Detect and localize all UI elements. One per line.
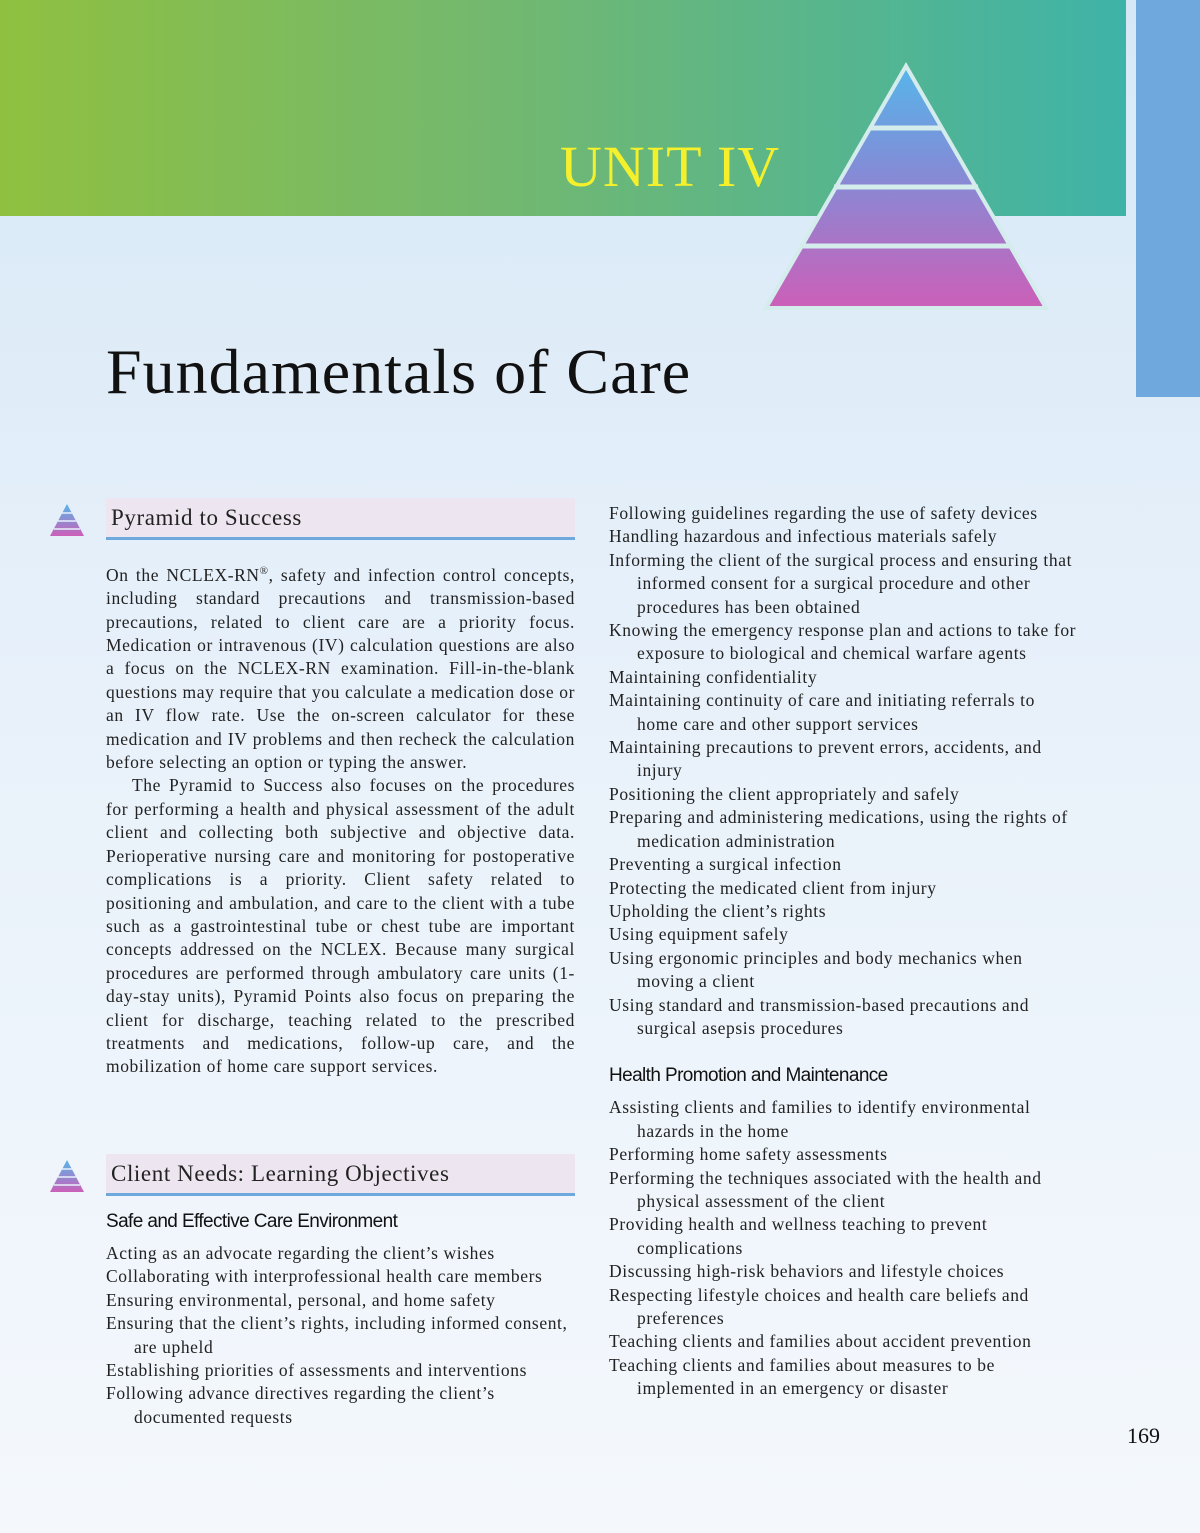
list-item: Respecting lifestyle choices and health care beliefs and preferences <box>609 1284 1029 1328</box>
list-item: Providing health and wellness teaching to prevent complications <box>609 1214 988 1258</box>
list-item: Discussing high-risk behaviors and lifestyle choices <box>609 1261 1005 1282</box>
list-item: Positioning the client appropriately and safely <box>609 783 960 804</box>
list-item: Informing the client of the surgical process and ensuring that informed consent for a surgical procedure and other procedures has been obtained <box>609 549 1073 617</box>
list-item: Following guidelines regarding the use of safety devices <box>609 503 1038 523</box>
list-item: Maintaining continuity of care and initiating referrals to home care and other support services <box>609 690 1035 734</box>
page-title: Fundamentals of Care <box>106 336 692 407</box>
list-item: Performing home safety assessments <box>609 1144 888 1165</box>
list-item: Ensuring that the client’s rights, including informed consent, are upheld <box>106 1313 568 1357</box>
section-heading-text: Client Needs: Learning Objectives <box>111 1161 450 1186</box>
list-item: Maintaining confidentiality <box>609 666 818 687</box>
pyramid-icon <box>760 62 1052 312</box>
list-item: Knowing the emergency response plan and actions to take for exposure to biological and chemical warfare agents <box>609 620 1077 664</box>
list-item: Establishing priorities of assessments and interventions <box>106 1360 527 1381</box>
list-item: Performing the techniques associated with the health and physical assessment of the client <box>609 1167 1042 1211</box>
list-item: Protecting the medicated client from injury <box>609 877 937 898</box>
side-tab <box>1136 0 1200 397</box>
list-item: Using standard and transmission-based precautions and surgical asepsis procedures <box>609 994 1030 1038</box>
registered-mark: ® <box>259 565 269 577</box>
objective-list-right <box>609 502 1077 1040</box>
list-item: Ensuring environmental, personal, and home safety <box>106 1289 496 1310</box>
health-promotion-list <box>609 1096 1077 1400</box>
learning-objectives-heading <box>106 1154 575 1196</box>
pyramid-icon <box>49 1158 85 1194</box>
pyramid-icon <box>49 502 85 538</box>
safe-environment-heading: Safe and Effective Care Environment <box>106 1211 398 1232</box>
list-item: Collaborating with interprofessional health care members <box>106 1266 543 1287</box>
paragraph-text: On the NCLEX-RN <box>106 564 260 585</box>
list-item: Using ergonomic principles and body mechanics when moving a client <box>609 947 1023 992</box>
pyramid-to-success-heading <box>106 498 575 540</box>
section-heading-text: Pyramid to Success <box>111 505 302 530</box>
list-item: Preventing a surgical infection <box>609 854 842 875</box>
paragraph-text: , safety and infection control concepts, including standard precautions and transmission-based precautions, related to client care are a priority focus. Medication or intravenous (IV) calculation questions are also a focus on the NCLEX-RN examination. Fill-in-the-blank questions may require that you calculate a medication dose or an IV flow rate. Use the on-screen calculator for these medication and IV problems and then recheck the calculation before selecting an option or typing the answer. <box>106 564 576 773</box>
list-item: Preparing and administering medications, using the rights of medication administration <box>609 807 1068 851</box>
right-column <box>609 502 1077 1401</box>
health-promotion-heading: Health Promotion and Maintenance <box>609 1065 888 1087</box>
list-item: Assisting clients and families to identify environmental hazards in the home <box>609 1097 1031 1141</box>
list-item: Following advance directives regarding the client’s documented requests <box>106 1383 495 1427</box>
list-item: Teaching clients and families about measures to be implemented in an emergency or disaster <box>609 1354 995 1399</box>
objective-list-left <box>106 1242 575 1429</box>
list-item: Maintaining precautions to prevent errors, accidents, and injury <box>609 737 1042 781</box>
list-item: Handling hazardous and infectious materials safely <box>609 526 998 547</box>
pyramid-paragraph: The Pyramid to Success also focuses on the procedures for performing a health and physical assessment of the adult client and collecting both subjective and objective data. Perioperative nursing care and monitoring for postoperative complications is a priority. Client safety related to positioning and ambulation, and care to the client with a tube such as a gastrointestinal tube or chest tube are important concepts addressed on the NCLEX. Because many surgical procedures are performed through ambulatory care units (1-day-stay units), Pyramid Points also focus on preparing the client for discharge, teaching related to the prescribed treatments and medications, follow-up care, and the mobilization of home care support services. <box>106 775 575 1077</box>
left-column <box>106 498 575 1079</box>
intro-paragraph <box>106 560 575 774</box>
list-item: Using equipment safely <box>609 924 789 945</box>
list-item: Upholding the client’s rights <box>609 900 827 921</box>
list-item: Acting as an advocate regarding the client’s wishes <box>106 1243 495 1263</box>
list-item: Teaching clients and families about accident prevention <box>609 1331 1032 1352</box>
unit-label: UNIT IV <box>560 134 781 199</box>
page-number: 169 <box>1127 1423 1160 1448</box>
left-column-objectives <box>106 1154 575 1429</box>
